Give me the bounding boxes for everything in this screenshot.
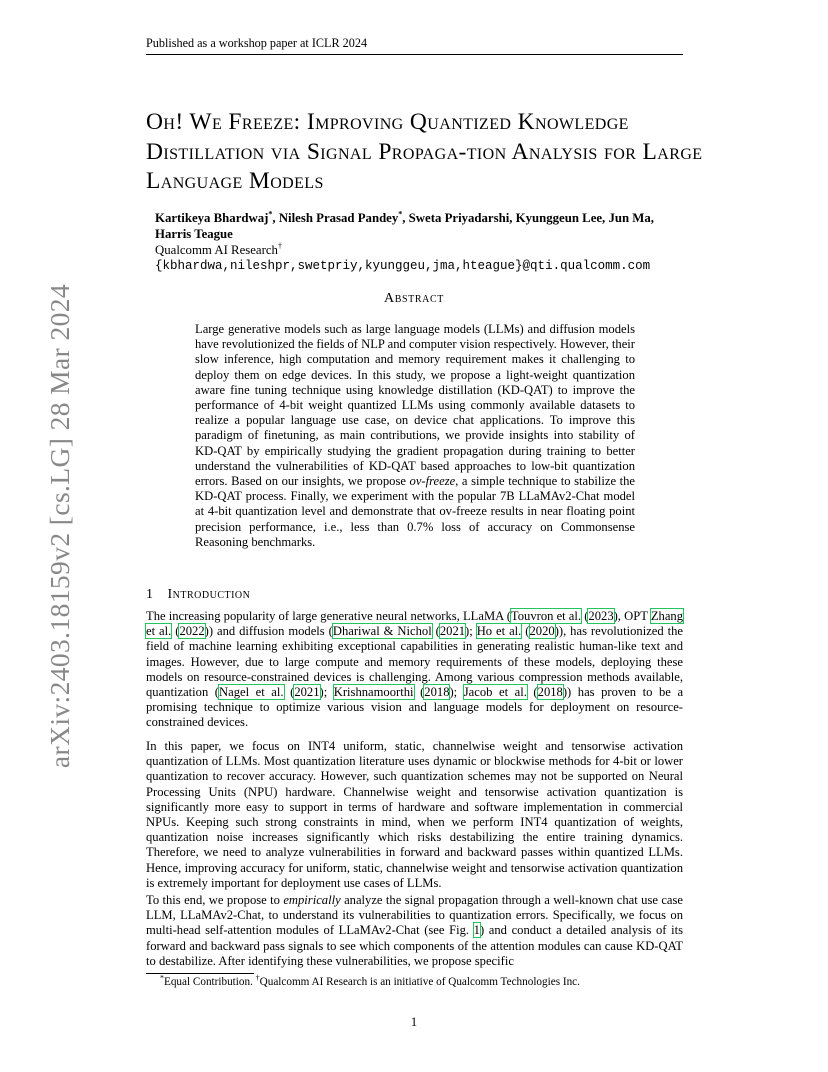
abstract-text	[195, 322, 635, 550]
equal-contribution-mark: *	[268, 209, 273, 219]
citation-link[interactable]: Krishnamoorthi	[333, 685, 414, 700]
citation-link[interactable]: 2018	[424, 685, 450, 700]
equal-contribution-mark: *	[398, 209, 403, 219]
footnote-text: Qualcomm AI Research is an initiative of Qualcomm Technologies Inc.	[259, 976, 580, 988]
arxiv-identifier-text: arXiv:2403.18159v2 [cs.LG] 28 Mar 2024	[44, 283, 75, 769]
citation-link[interactable]: 2023	[588, 609, 614, 623]
section-heading-introduction	[146, 587, 250, 603]
running-header: Published as a workshop paper at ICLR 2024	[146, 36, 683, 55]
abstract-part: , a simple technique to stabilize the KD-QAT process. Finally, we experiment with the popular 7B LLaMAv2-Chat model at 4-bit quantization level and demonstrate that ov-freeze results in near floating point precision performance, i.e., less than 0.7% loss of accuracy on Commonsense Reasoning benchmarks.	[195, 474, 635, 549]
emphasis: empirically	[283, 893, 341, 907]
affiliation-text: Qualcomm AI Research	[155, 243, 278, 257]
citation-link[interactable]: 2018	[537, 685, 563, 700]
author-emails: {kbhardwa,nileshpr,swetpriy,kyunggeu,jma,hteague}@qti.qualcomm.com	[155, 259, 651, 273]
paper-title: Oh! We Freeze: Improving Quantized Knowledge Distillation via Signal Propaga-tion Analysis for Large Language Models	[146, 109, 703, 194]
citation-link[interactable]: 2021	[294, 685, 320, 700]
footnote	[160, 973, 580, 988]
citation-link[interactable]: Zhang et al.	[146, 609, 684, 639]
author-2: Nilesh Prasad Pandey	[278, 211, 399, 225]
author-names: Kartikeya Bhardwaj*, Nilesh Prasad Pandey*, Sweta Priyadarshi, Kyunggeun Lee, Jun Ma, Harris Teague	[155, 209, 654, 241]
citation-link[interactable]: Dhariwal & Nichol	[332, 624, 432, 639]
affiliation-mark: †	[277, 241, 282, 251]
abstract-heading: Abstract	[384, 291, 444, 306]
footnote-mark: †	[255, 973, 260, 983]
figure-reference-link[interactable]: 1	[473, 923, 480, 938]
citation-link[interactable]: Touvron et al.	[510, 609, 582, 623]
section-title: Introduction	[167, 587, 251, 602]
abstract-emphasis: ov-freeze	[409, 474, 456, 489]
citation-link[interactable]: Ho et al.	[476, 624, 522, 639]
intro-paragraph-1: The increasing popularity of large generative neural networks, LLaMA (Touvron et al. (2023), OPT Zhang et al. (2022)) and diffusion models (Dhariwal & Nichol (2021); Ho et al. (2020)), has revolutionized the field of machine learning exhibiting exceptional capabilities in generating realistic human-like text and images. However, due to large compute and memory requirements of these models, deploying these models on resource-constrained devices is challenging. Among various compression methods available, quantization (Nagel et al. (2021); Krishnamoorthi (2018); Jacob et al. (2018)) has proven to be a promising technique to optimize various vision and language models for deployment on resource-constrained devices.	[146, 609, 684, 730]
citation-link[interactable]: 2022	[179, 624, 205, 639]
intro-paragraph-3: To this end, we propose to empirically analyze the signal propagation through a well-known chat use case LLM, LLaMAv2-Chat, to understand its vulnerabilities to quantization errors. Specifically, we focus on multi-head self-attention modules of LLaMAv2-Chat (see Fig. 1) and conduct a detailed analysis of its forward and backward pass signals to see which components of the attention modules can cause KD-QAT to destabilize. After identifying these vulnerabilities, we propose specific	[146, 893, 683, 968]
author-block	[155, 210, 685, 274]
section-number: 1	[146, 587, 154, 602]
footnote-mark: *	[160, 973, 164, 983]
footnote-text: Equal Contribution.	[164, 976, 256, 988]
intro-paragraph-2: In this paper, we focus on INT4 uniform, static, channelwise weight and tensorwise activation quantization of LLMs. Most quantization literature uses dynamic or blockwise methods for 4-bit or lower quantization to recover accuracy. However, such quantization schemes may not be supported on Neural Processing Units (NPU) hardware. Channelwise weight and tensorwise activation quantization is significantly more easy to support in terms of hardware and software implementation in commercial NPUs. Keeping such strong constraints in mind, when we perform INT4 quantization of weights, quantization noise increases significantly which risks destabilizing the entire training dynamics. Therefore, we need to analyze vulnerabilities in forward and backward passes within quantized LLMs. Hence, improving accuracy for uniform, static, channelwise weight and tensorwise activation quantization is extremely important for deployment use cases of LLMs.	[146, 739, 683, 890]
abstract-part: Large generative models such as large language models (LLMs) and diffusion models have revolutionized the fields of NLP and computer vision respectively. However, their slow inference, high computation and memory requirement makes it challenging to deploy them on edge devices. In this study, we propose a light-weight quantization aware fine tuning technique using knowledge distillation (KD-QAT) to improve the performance of 4-bit weight quantized LLMs using commonly available datasets to realize a popular language use case, on device chat applications. To improve this paradigm of finetuning, as main contributions, we provide insights into stability of KD-QAT by empirically studying the gradient propagation during training to better understand the vulnerabilities of KD-QAT based approaches to low-bit quantization errors. Based on our insights, we propose	[195, 322, 635, 489]
author-1: Kartikeya Bhardwaj	[155, 211, 269, 225]
page-number: 1	[410, 1015, 418, 1029]
citation-link[interactable]: 2021	[439, 624, 466, 639]
citation-link[interactable]: Jacob et al.	[463, 685, 527, 700]
authors-rest: Sweta Priyadarshi, Kyunggeun Lee, Jun Ma, Harris Teague	[155, 211, 654, 241]
citation-link[interactable]: 2020	[529, 624, 555, 639]
affiliation	[155, 242, 685, 258]
citation-link[interactable]: Nagel et al.	[219, 685, 284, 700]
arxiv-identifier	[0, 283, 135, 769]
